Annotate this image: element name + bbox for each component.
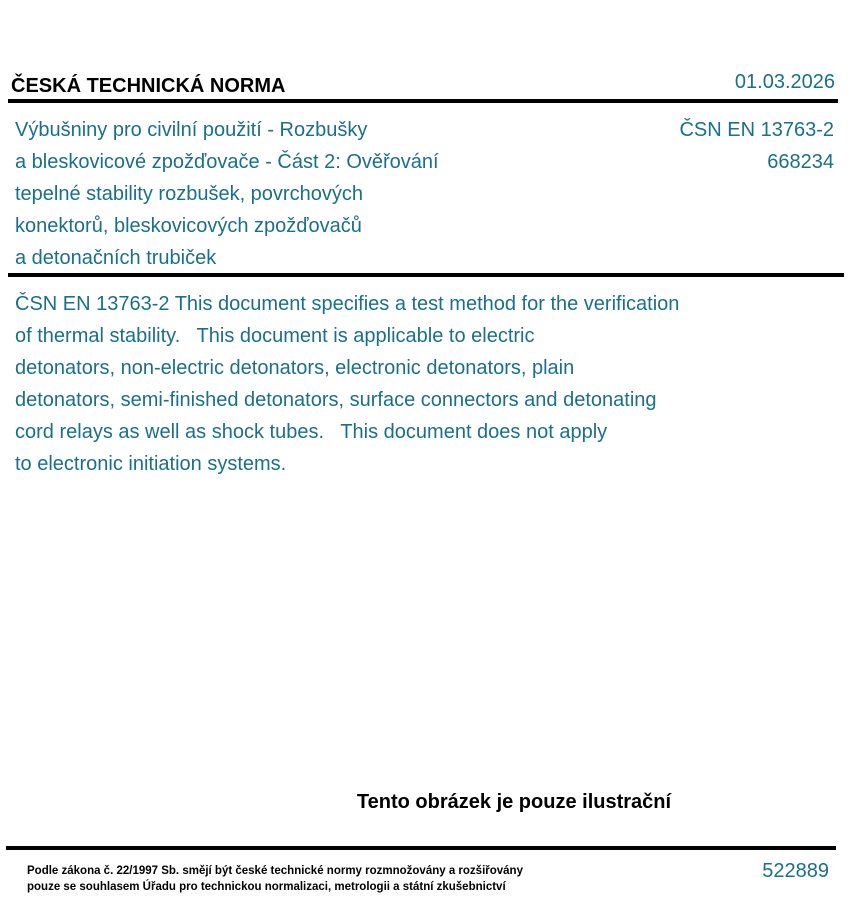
abstract-line: ČSN EN 13763-2 This document specifies a test method for the verification	[15, 293, 680, 315]
standard-code: ČSN EN 13763-2	[679, 119, 834, 141]
standard-title-line: tepelné stability rozbušek, povrchových	[15, 183, 363, 205]
abstract-line: cord relays as well as shock tubes. This document does not apply	[15, 421, 608, 443]
standard-title-line: a bleskovicové zpožďovače - Část 2: Ověřování	[15, 151, 439, 173]
abstract	[15, 288, 679, 480]
header-divider	[8, 99, 838, 103]
legal-notice	[27, 863, 523, 895]
issue-date: 01.03.2026	[734, 71, 835, 93]
abstract-line: detonators, non-electric detonators, electronic detonators, plain	[15, 357, 575, 379]
document-type-heading: ČESKÁ TECHNICKÁ NORMA	[11, 75, 286, 97]
standard-title-line: a detonačních trubiček	[15, 247, 217, 269]
title-divider	[8, 273, 844, 277]
footer-divider	[6, 846, 836, 850]
standard-identifiers	[679, 114, 834, 178]
standard-title	[15, 114, 439, 274]
standard-title-line: Výbušniny pro civilní použití - Rozbušky	[15, 119, 368, 141]
legal-notice-line: pouze se souhlasem Úřadu pro technickou normalizaci, metrologii a státní zkušebnictví	[27, 881, 506, 893]
abstract-line: detonators, semi-finished detonators, surface connectors and detonating	[15, 389, 657, 411]
illustration-notice: Tento obrázek je pouze ilustrační	[356, 791, 672, 813]
legal-notice-line: Podle zákona č. 22/1997 Sb. smějí být české technické normy rozmnožovány a rozšiřovány	[27, 865, 523, 877]
document-number: 522889	[762, 860, 829, 882]
abstract-line: of thermal stability. This document is applicable to electric	[15, 325, 535, 347]
class-number: 668234	[767, 151, 834, 173]
standard-title-line: konektorů, bleskovicových zpožďovačů	[15, 215, 362, 237]
abstract-line: to electronic initiation systems.	[15, 453, 287, 475]
